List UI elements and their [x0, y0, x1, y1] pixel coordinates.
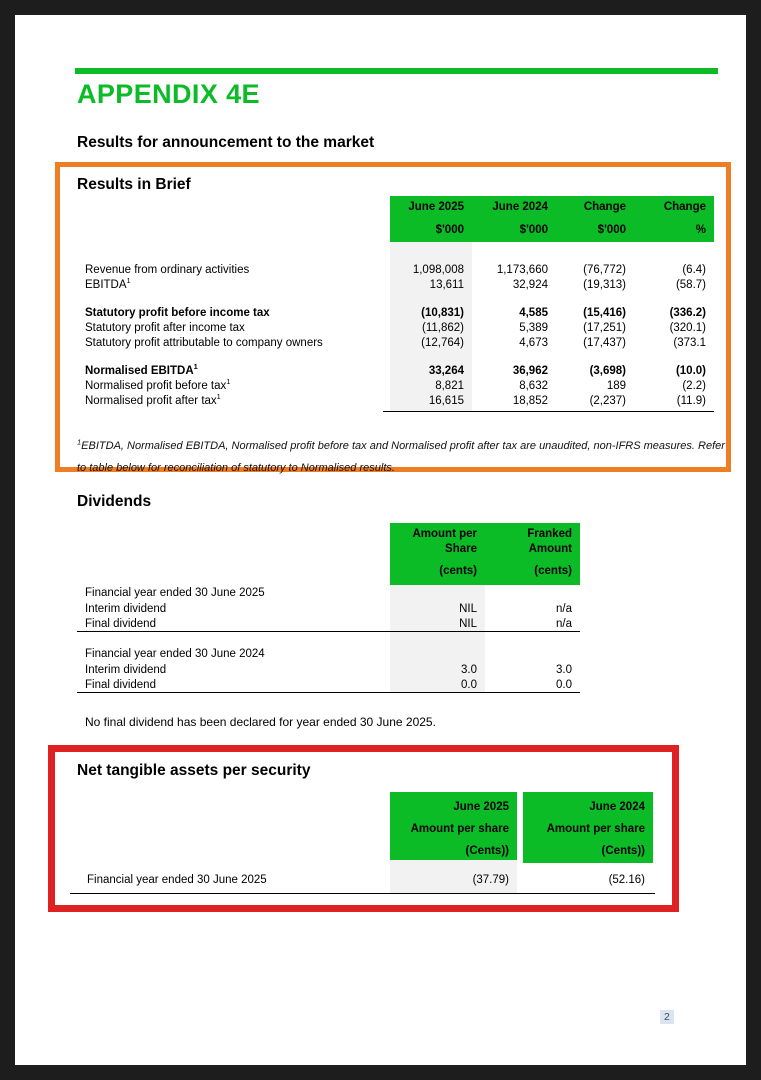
- row-value: NIL: [459, 617, 477, 630]
- nta-header-june-2025: [390, 792, 517, 860]
- column-header-line2: $'000: [597, 224, 626, 236]
- row-value: (6.4): [682, 263, 706, 276]
- table-row: [77, 616, 580, 631]
- row-value: 4,673: [519, 336, 548, 349]
- table-row: [77, 601, 580, 616]
- row-value: NIL: [459, 602, 477, 615]
- superscript-marker: 1: [216, 391, 221, 401]
- column-header: [556, 196, 634, 242]
- row-value: (2.2): [682, 379, 706, 392]
- dividends-table-body: [77, 585, 580, 693]
- row-label: Normalised profit after tax$^1$: [85, 391, 221, 407]
- table-row: [85, 305, 714, 320]
- column-header: [472, 196, 556, 242]
- row-label: Interim dividend: [85, 602, 167, 615]
- superscript-marker: 1: [226, 376, 231, 386]
- row-value: 1,173,660: [496, 263, 548, 276]
- table-row: [77, 662, 580, 677]
- column-header: [390, 196, 472, 242]
- column-header-line1: Amount per: [412, 528, 477, 540]
- group-bottom-border: [77, 631, 580, 632]
- table-row: [85, 277, 714, 292]
- table-row: [77, 871, 653, 889]
- nta-table-body: [77, 871, 653, 889]
- row-label: Interim dividend: [85, 663, 167, 676]
- column-header-line2: Amount per share: [546, 823, 645, 835]
- row-value: 8,632: [519, 379, 548, 392]
- column-header-line2: %: [695, 224, 706, 236]
- nta-table-bottom-border: [70, 893, 655, 894]
- row-value: (52.16): [608, 874, 645, 886]
- row-value: (10,831): [421, 306, 464, 319]
- row-value: (12,764): [421, 336, 464, 349]
- superscript-marker: 1: [126, 275, 131, 285]
- row-value: (37.79): [472, 874, 509, 886]
- row-value: n/a: [556, 602, 572, 615]
- row-label: Statutory profit attributable to company owners: [85, 336, 323, 349]
- group-title: Financial year ended 30 June 2024: [85, 648, 265, 660]
- row-value: (2,237): [589, 394, 626, 407]
- page-number-field: 2: [660, 1010, 674, 1024]
- table-row: [85, 363, 714, 378]
- column-header-line1: Change: [663, 201, 706, 213]
- dividends-table-header: [390, 523, 580, 585]
- footnote-text: EBITDA, Normalised EBITDA, Normalised profit before tax and Normalised profit after tax are unaudited, non-IFRS measures. Refer to table below for reconciliation of statutory to Normalised results.: [77, 440, 725, 474]
- row-value: (3,698): [589, 364, 626, 377]
- row-value: (10.0): [675, 364, 706, 377]
- column-header: [634, 196, 714, 242]
- row-value: (320.1): [669, 321, 706, 334]
- results-table-bottom-border: [383, 411, 714, 412]
- table-row: [85, 320, 714, 335]
- column-header-line2: Share: [445, 543, 477, 555]
- row-label: Final dividend: [85, 678, 156, 691]
- row-label: Statutory profit before income tax: [85, 306, 270, 319]
- results-table-header: [390, 196, 714, 242]
- superscript-marker: 1: [193, 361, 198, 371]
- row-label: Statutory profit after income tax: [85, 321, 245, 334]
- row-value: 16,615: [428, 394, 464, 407]
- row-label: EBITDA$^1$: [85, 275, 131, 291]
- column-header-line2: Amount: [528, 543, 572, 555]
- row-value: (19,313): [583, 278, 626, 291]
- row-value: 1,098,008: [412, 263, 464, 276]
- column-header-line3: (Cents)): [601, 845, 645, 857]
- column-header-line2: $'000: [435, 224, 464, 236]
- row-value: (11,862): [422, 321, 464, 334]
- row-value: 32,924: [512, 278, 548, 291]
- column-header: [390, 523, 485, 585]
- title-rule: [75, 68, 718, 74]
- column-header-line2: Amount per share: [410, 823, 509, 835]
- page-subtitle: Results for announcement to the market: [77, 134, 375, 151]
- dividends-heading: Dividends: [77, 493, 152, 510]
- row-value: (17,437): [583, 336, 626, 349]
- row-label: Normalised EBITDA$^1$: [85, 361, 198, 377]
- column-header-line3: (Cents)): [465, 845, 509, 857]
- row-label: Revenue from ordinary activities: [85, 263, 250, 276]
- row-value: 36,962: [512, 364, 548, 377]
- row-label: Normalised profit before tax$^1$: [85, 376, 231, 392]
- table-row: [85, 378, 714, 393]
- column-header-line1: Change: [583, 201, 626, 213]
- table-row: [85, 262, 714, 277]
- group-title: Financial year ended 30 June 2025: [85, 587, 265, 599]
- page-title: APPENDIX 4E: [77, 79, 260, 109]
- group-bottom-border: [77, 692, 580, 693]
- row-value: 33,264: [428, 364, 464, 377]
- table-row: [85, 335, 714, 350]
- table-row: [77, 677, 580, 692]
- results-table-body: [85, 242, 714, 408]
- column-header-line3: (cents): [439, 565, 477, 577]
- results-footnote: [77, 435, 732, 479]
- row-value: (76,772): [583, 263, 626, 276]
- column-header: [485, 523, 580, 585]
- row-value: 13,611: [429, 278, 464, 291]
- column-header-line1: Franked: [527, 528, 572, 540]
- row-label: Financial year ended 30 June 2025: [87, 874, 267, 886]
- footnote-marker: 1: [77, 437, 82, 447]
- row-value: (11.9): [676, 394, 706, 407]
- column-header-line1: June 2025: [453, 801, 509, 813]
- row-value: 5,389: [519, 321, 548, 334]
- nta-header-june-2024: [523, 792, 653, 863]
- column-header-line1: June 2024: [492, 201, 548, 213]
- row-value: (373.1: [673, 336, 706, 349]
- row-value: 3.0: [556, 663, 572, 676]
- column-header-line1: June 2024: [589, 801, 645, 813]
- row-value: 0.0: [461, 678, 477, 691]
- net-tangible-assets-heading: Net tangible assets per security: [77, 762, 311, 779]
- results-in-brief-heading: Results in Brief: [77, 176, 191, 193]
- row-value: 0.0: [556, 678, 572, 691]
- row-value: (17,251): [583, 321, 626, 334]
- row-value: 18,852: [512, 394, 548, 407]
- table-row: [85, 393, 714, 408]
- row-value: (58.7): [675, 278, 706, 291]
- row-value: 4,585: [519, 306, 548, 319]
- row-value: 189: [606, 379, 626, 392]
- row-value: n/a: [556, 617, 572, 630]
- row-value: (336.2): [669, 306, 706, 319]
- row-value: 3.0: [461, 663, 477, 676]
- row-value: (15,416): [583, 306, 626, 319]
- column-header-line1: June 2025: [408, 201, 464, 213]
- document-page: [15, 15, 746, 1065]
- row-label: Final dividend: [85, 617, 156, 630]
- row-value: 8,821: [435, 379, 464, 392]
- dividends-note: No final dividend has been declared for year ended 30 June 2025.: [85, 715, 436, 729]
- column-header-line2: $'000: [519, 224, 548, 236]
- column-header-line3: (cents): [534, 565, 572, 577]
